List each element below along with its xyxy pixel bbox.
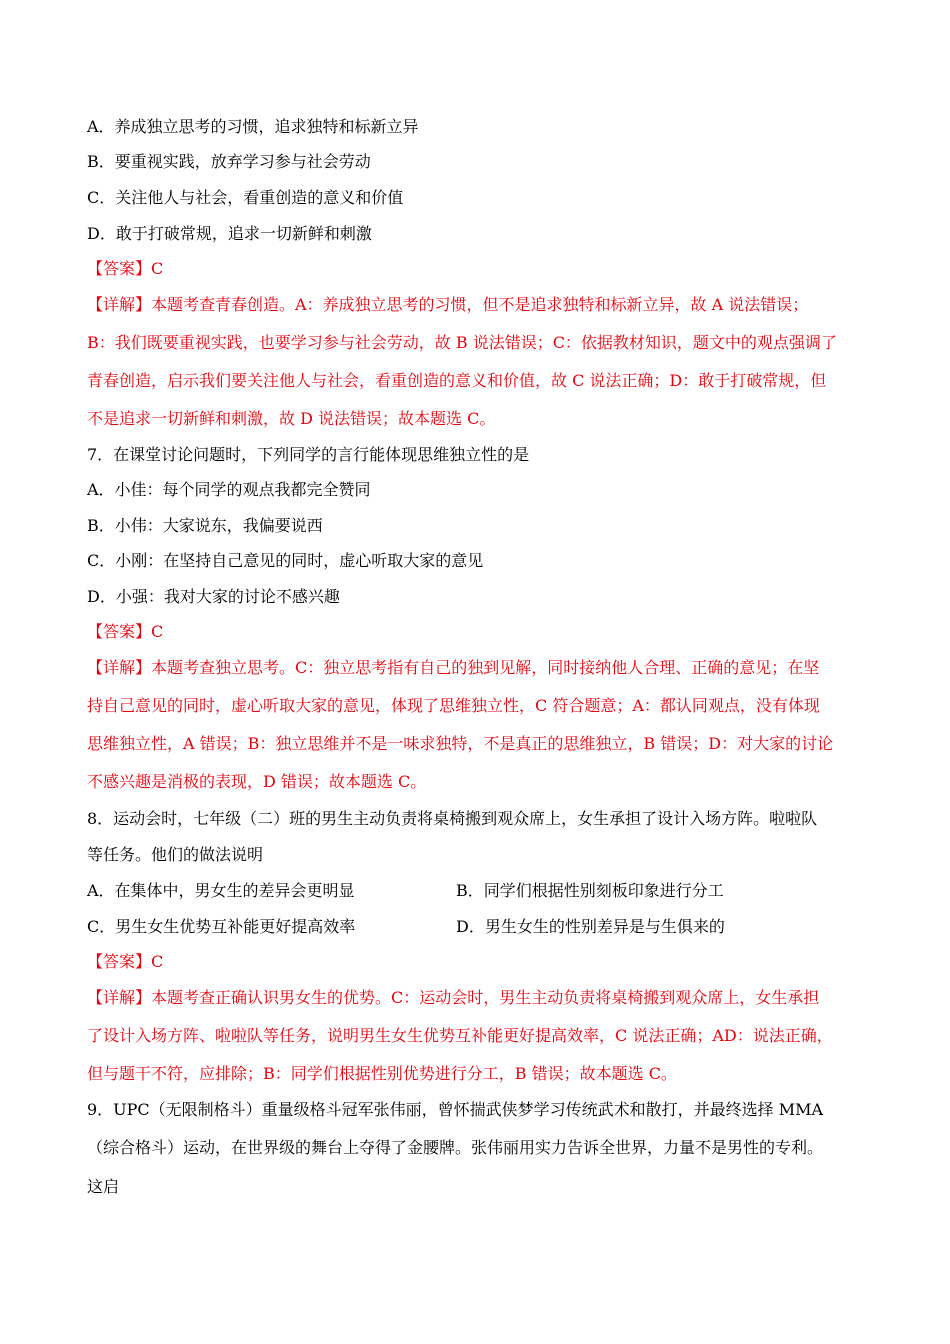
q6-option-d: D．敢于打破常规，追求一切新鲜和刺激 [87,224,372,243]
q7-answer: 【答案】C [87,622,164,641]
q9-stem-line-3: 这启 [87,1177,120,1196]
q6-option-a: A．养成独立思考的习惯，追求独特和标新立异 [87,117,419,136]
q8-answer: 【答案】C [87,952,164,971]
q8-explain-line-3: 但与题干不符，应排除；B：同学们根据性别优势进行分工，B 错误；故本题选 C。 [87,1064,677,1083]
q8-stem-line-1: 8．运动会时，七年级（二）班的男生主动负责将桌椅搬到观众席上，女生承担了设计入场方阵。啦啦队 [87,809,818,828]
q6-explain-line-2: B：我们既要重视实践，也要学习参与社会劳动，故 B 说法错误；C：依据教材知识，题文中的观点强调了 [87,333,837,352]
q6-explain-line-1: 【详解】本题考查青春创造。A：养成独立思考的习惯，但不是追求独特和标新立异，故 A 说法错误； [87,295,809,314]
q7-stem: 7．在课堂讨论问题时，下列同学的言行能体现思维独立性的是 [87,445,530,464]
q6-option-c: C．关注他人与社会，看重创造的意义和价值 [87,188,404,207]
q7-explain-line-2: 持自己意见的同时，虚心听取大家的意见，体现了思维独立性，C 符合题意；A：都认同观点，没有体现 [87,696,820,715]
q9-stem-line-2: （综合格斗）运动，在世界级的舞台上夺得了金腰牌。张伟丽用实力告诉全世界，力量不是男性的专利。 [87,1138,824,1157]
q7-option-d: D．小强：我对大家的讨论不感兴趣 [87,587,340,606]
q8-explain-line-2: 了设计入场方阵、啦啦队等任务，说明男生女生优势互补能更好提高效率，C 说法正确；AD：说法正确， [87,1026,833,1045]
q8-option-d: D．男生女生的性别差异是与生俱来的 [456,917,725,936]
q6-explain-line-3: 青春创造，启示我们要关注他人与社会，看重创造的意义和价值，故 C 说法正确；D：敢于打破常规，但 [87,371,827,390]
q6-option-b: B．要重视实践，放弃学习参与社会劳动 [87,152,371,171]
q8-option-c: C．男生女生优势互补能更好提高效率 [87,917,356,936]
q7-option-a: A．小佳：每个同学的观点我都完全赞同 [87,480,371,499]
q7-option-b: B．小伟：大家说东，我偏要说西 [87,516,323,535]
q8-option-a: A．在集体中，男女生的差异会更明显 [87,881,355,900]
q9-stem-line-1: 9．UPC（无限制格斗）重量级格斗冠军张伟丽，曾怀揣武侠梦学习传统武术和散打，并最终选择 MMA [87,1100,824,1119]
q6-answer: 【答案】C [87,259,164,278]
q7-explain-line-1: 【详解】本题考查独立思考。C：独立思考指有自己的独到见解，同时接纳他人合理、正确的意见；在坚 [87,658,820,677]
q8-option-b: B．同学们根据性别刻板印象进行分工 [456,881,724,900]
q7-option-c: C．小刚：在坚持自己意见的同时，虚心听取大家的意见 [87,551,484,570]
q6-explain-line-4: 不是追求一切新鲜和刺激，故 D 说法错误；故本题选 C。 [87,409,496,428]
q8-explain-line-1: 【详解】本题考查正确认识男女生的优势。C：运动会时，男生主动负责将桌椅搬到观众席上，女生承担 [87,988,820,1007]
q8-stem-line-2: 等任务。他们的做法说明 [87,845,264,864]
q7-explain-line-4: 不感兴趣是消极的表现，D 错误；故本题选 C。 [87,772,427,791]
q7-explain-line-3: 思维独立性，A 错误；B：独立思维并不是一味求独特，不是真正的思维独立，B 错误；D：对大家的讨论 [87,734,834,753]
